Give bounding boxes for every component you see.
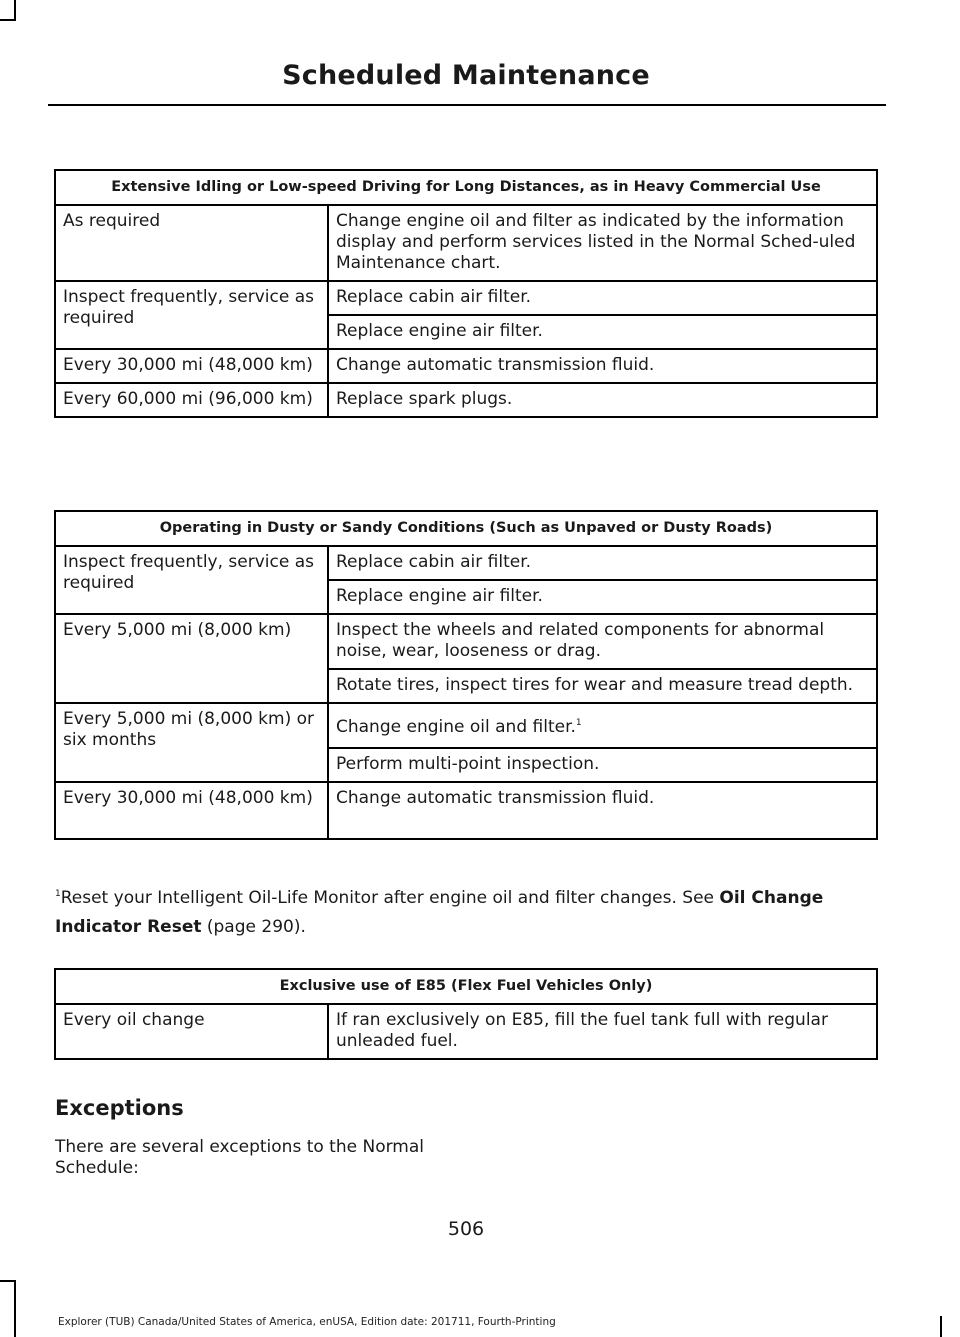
table-row: [55, 614, 877, 669]
table-row: [55, 349, 877, 383]
action-cell: If ran exclusively on E85, fill the fuel tank full with regular unleaded fuel.: [328, 1004, 877, 1059]
footnote-page-ref: (page 290).: [201, 917, 306, 937]
interval-cell: Every 30,000 mi (48,000 km): [55, 782, 328, 839]
action-cell: Inspect the wheels and related components for abnormal noise, wear, looseness or drag.: [328, 614, 877, 669]
exceptions-heading: Exceptions: [55, 1096, 184, 1120]
maintenance-table-idling: [54, 169, 878, 418]
footnote-ref: 1: [575, 718, 582, 728]
interval-cell: Every 60,000 mi (96,000 km): [55, 383, 328, 417]
action-cell: Change automatic transmission fluid.: [328, 782, 877, 839]
table-row: [55, 703, 877, 748]
footnote-marker: 1: [55, 889, 61, 899]
action-cell: Replace engine air filter.: [328, 580, 877, 614]
action-cell: Rotate tires, inspect tires for wear and measure tread depth.: [328, 669, 877, 703]
table-row: [55, 546, 877, 580]
oil-change-reset-link[interactable]: Oil Change Indicator Reset: [55, 888, 824, 937]
footnote-text: Reset your Intelligent Oil-Life Monitor after engine oil and filter changes. See: [60, 888, 720, 908]
page-number: 506: [447, 1218, 485, 1240]
interval-cell: As required: [55, 205, 328, 281]
crop-mark: [14, 1280, 16, 1337]
action-cell: [328, 703, 877, 748]
table-row: [55, 281, 877, 315]
footer-edition: Explorer (TUB) Canada/United States of America, enUSA, Edition date: 201711, Fourth-Printing: [58, 1316, 556, 1328]
table-title: Exclusive use of E85 (Flex Fuel Vehicles Only): [55, 969, 877, 1004]
page-title: Scheduled Maintenance: [282, 60, 650, 91]
crop-mark: [940, 1316, 942, 1337]
action-cell: Perform multi-point inspection.: [328, 748, 877, 782]
crop-mark: [0, 1280, 16, 1282]
action-cell: Change automatic transmission fluid.: [328, 349, 877, 383]
header-divider: [48, 104, 886, 106]
maintenance-table-dusty: [54, 510, 878, 840]
action-cell: Change engine oil and filter as indicated by the information display and perform services listed in the Normal Sched-uled Maintenance chart.: [328, 205, 877, 281]
maintenance-table-e85: [54, 968, 878, 1060]
action-cell: Replace engine air filter.: [328, 315, 877, 349]
table-title: Extensive Idling or Low-speed Driving for Long Distances, as in Heavy Commercial Use: [55, 170, 877, 205]
interval-cell: Inspect frequently, service as required: [55, 281, 328, 349]
table-row: [55, 205, 877, 281]
footnote: [55, 884, 885, 942]
interval-cell: Every 5,000 mi (8,000 km) or six months: [55, 703, 328, 782]
crop-mark: [14, 0, 16, 20]
interval-cell: Every 30,000 mi (48,000 km): [55, 349, 328, 383]
interval-cell: Every oil change: [55, 1004, 328, 1059]
action-text: Change engine oil and filter.: [336, 717, 576, 737]
interval-cell: Inspect frequently, service as required: [55, 546, 328, 614]
table-row: [55, 383, 877, 417]
crop-mark: [0, 19, 16, 21]
action-cell: Replace spark plugs.: [328, 383, 877, 417]
table-row: [55, 782, 877, 839]
action-cell: Replace cabin air filter.: [328, 281, 877, 315]
table-title: Operating in Dusty or Sandy Conditions (Such as Unpaved or Dusty Roads): [55, 511, 877, 546]
table-row: [55, 1004, 877, 1059]
action-cell: Replace cabin air filter.: [328, 546, 877, 580]
exceptions-text: There are several exceptions to the Normal Schedule:: [55, 1137, 424, 1178]
interval-cell: Every 5,000 mi (8,000 km): [55, 614, 328, 703]
